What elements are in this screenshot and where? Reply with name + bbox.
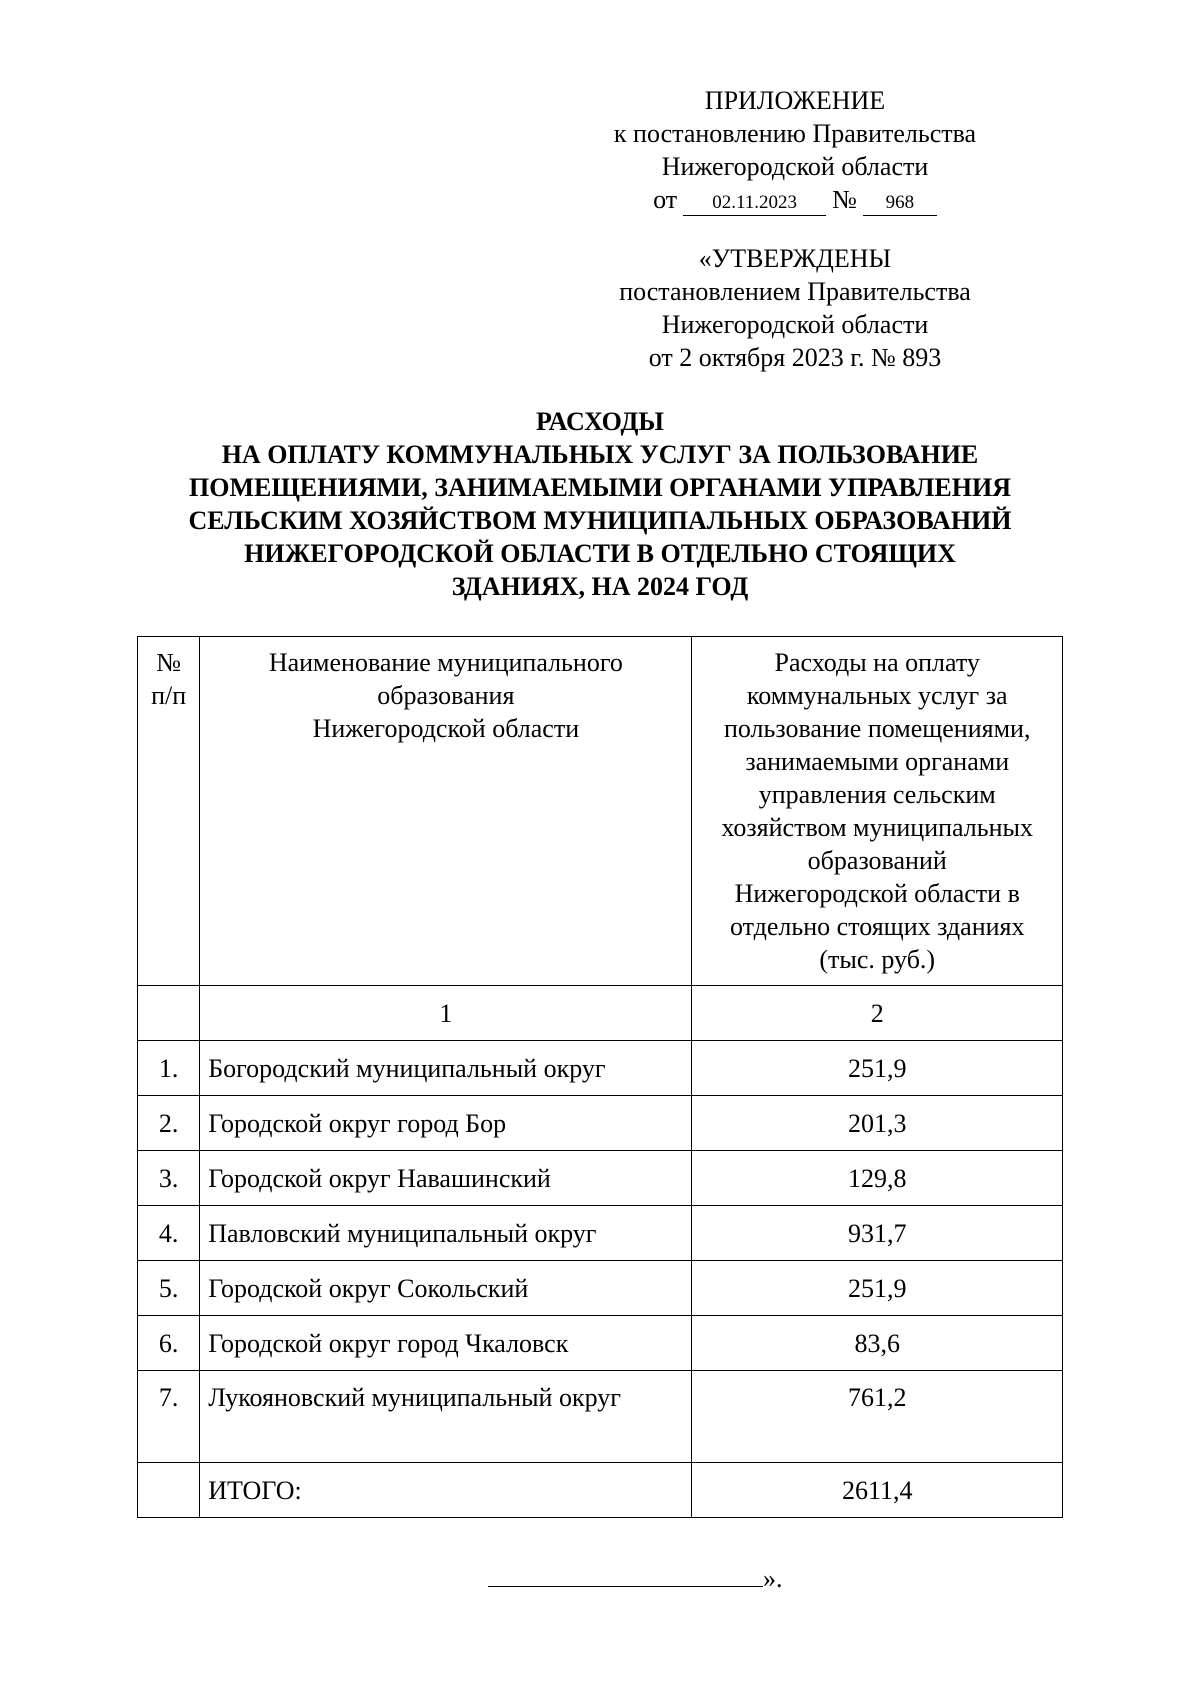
appendix-line-1: к постановлению Правительства [613, 119, 977, 148]
table-row [138, 1316, 1063, 1371]
expenses-table [137, 636, 1063, 1518]
decree-number: 968 [863, 192, 937, 216]
column-index-cell: 2 [692, 986, 1063, 1041]
appendix-block [530, 84, 1060, 216]
approved-line-1: постановлением Правительства [619, 277, 971, 306]
table-row [138, 1151, 1063, 1206]
column-index-cell: 1 [200, 986, 692, 1041]
column-index-cell [138, 986, 200, 1041]
table-header-row [138, 637, 1063, 986]
approved-line-3: от 2 октября 2023 г. № 893 [648, 343, 942, 372]
title-line: СЕЛЬСКИМ ХОЗЯЙСТВОМ МУНИЦИПАЛЬНЫХ ОБРАЗОВАНИЙ [188, 506, 1012, 535]
header-municipality-line: образования [377, 681, 515, 710]
table-row [138, 1371, 1063, 1463]
date-prefix: от [653, 185, 678, 214]
column-index-row [138, 986, 1063, 1041]
title-line: ПОМЕЩЕНИЯМИ, ЗАНИМАЕМЫМИ ОРГАНАМИ УПРАВЛЕНИЯ [189, 473, 1011, 502]
row-number: 2. [138, 1096, 200, 1151]
appendix-line-2: Нижегородской области [661, 152, 929, 181]
total-number [138, 1463, 200, 1518]
header-number [138, 637, 200, 986]
title-line: НИЖЕГОРОДСКОЙ ОБЛАСТИ В ОТДЕЛЬНО СТОЯЩИХ [244, 539, 956, 568]
header-expenses-line: коммунальных услуг за [746, 681, 1008, 710]
document-title [100, 405, 1100, 603]
row-expenses: 201,3 [692, 1096, 1063, 1151]
approved-heading: «УТВЕРЖДЕНЫ [698, 244, 892, 273]
row-expenses: 251,9 [692, 1261, 1063, 1316]
header-number-line: п/п [151, 681, 187, 710]
header-expenses [692, 637, 1063, 986]
row-municipality: Павловский муниципальный округ [200, 1206, 692, 1261]
header-expenses-line: Нижегородской области в [734, 879, 1020, 908]
table-row [138, 1206, 1063, 1261]
row-number: 4. [138, 1206, 200, 1261]
header-expenses-line: образований [807, 846, 947, 875]
row-municipality: Лукояновский муниципальный округ [200, 1371, 692, 1463]
total-value: 2611,4 [692, 1463, 1063, 1518]
closing-quote: ». [763, 1564, 783, 1593]
total-row [138, 1463, 1063, 1518]
closing-underline [488, 1560, 763, 1587]
row-expenses: 251,9 [692, 1041, 1063, 1096]
appendix-date-line [530, 183, 1060, 216]
number-sign: № [832, 185, 857, 214]
row-municipality: Городской округ город Бор [200, 1096, 692, 1151]
header-expenses-line: Расходы на оплату [774, 648, 980, 677]
header-expenses-line: занимаемыми органами [745, 747, 1010, 776]
row-municipality: Богородский муниципальный округ [200, 1041, 692, 1096]
row-expenses: 83,6 [692, 1316, 1063, 1371]
header-expenses-line: (тыс. руб.) [819, 945, 936, 974]
table-row [138, 1041, 1063, 1096]
row-number: 6. [138, 1316, 200, 1371]
row-number: 5. [138, 1261, 200, 1316]
appendix-heading: ПРИЛОЖЕНИЕ [704, 86, 886, 115]
row-expenses: 761,2 [692, 1371, 1063, 1463]
approved-block [530, 242, 1060, 374]
row-municipality: Городской округ Навашинский [200, 1151, 692, 1206]
row-expenses: 129,8 [692, 1151, 1063, 1206]
total-label: ИТОГО: [200, 1463, 692, 1518]
row-number: 7. [138, 1371, 200, 1463]
header-expenses-line: хозяйством муниципальных [721, 813, 1034, 842]
title-line: НА ОПЛАТУ КОММУНАЛЬНЫХ УСЛУГ ЗА ПОЛЬЗОВАНИЕ [221, 440, 979, 469]
row-expenses: 931,7 [692, 1206, 1063, 1261]
header-municipality-line: Наименование муниципального [268, 648, 623, 677]
header-municipality [200, 637, 692, 986]
row-number: 3. [138, 1151, 200, 1206]
table-row [138, 1096, 1063, 1151]
header-expenses-line: пользование помещениями, [723, 714, 1031, 743]
title-line: ЗДАНИЯХ, НА 2024 ГОД [451, 572, 749, 601]
closing-line [488, 1560, 783, 1595]
row-municipality: Городской округ город Чкаловск [200, 1316, 692, 1371]
decree-date: 02.11.2023 [683, 192, 826, 216]
header-number-line: № [156, 648, 182, 677]
row-municipality: Городской округ Сокольский [200, 1261, 692, 1316]
title-line: РАСХОДЫ [536, 407, 664, 436]
header-municipality-line: Нижегородской области [312, 714, 580, 743]
header-expenses-line: управления сельским [758, 780, 996, 809]
header-expenses-line: отдельно стоящих зданиях [729, 912, 1025, 941]
approved-line-2: Нижегородской области [661, 310, 929, 339]
table-row [138, 1261, 1063, 1316]
row-number: 1. [138, 1041, 200, 1096]
